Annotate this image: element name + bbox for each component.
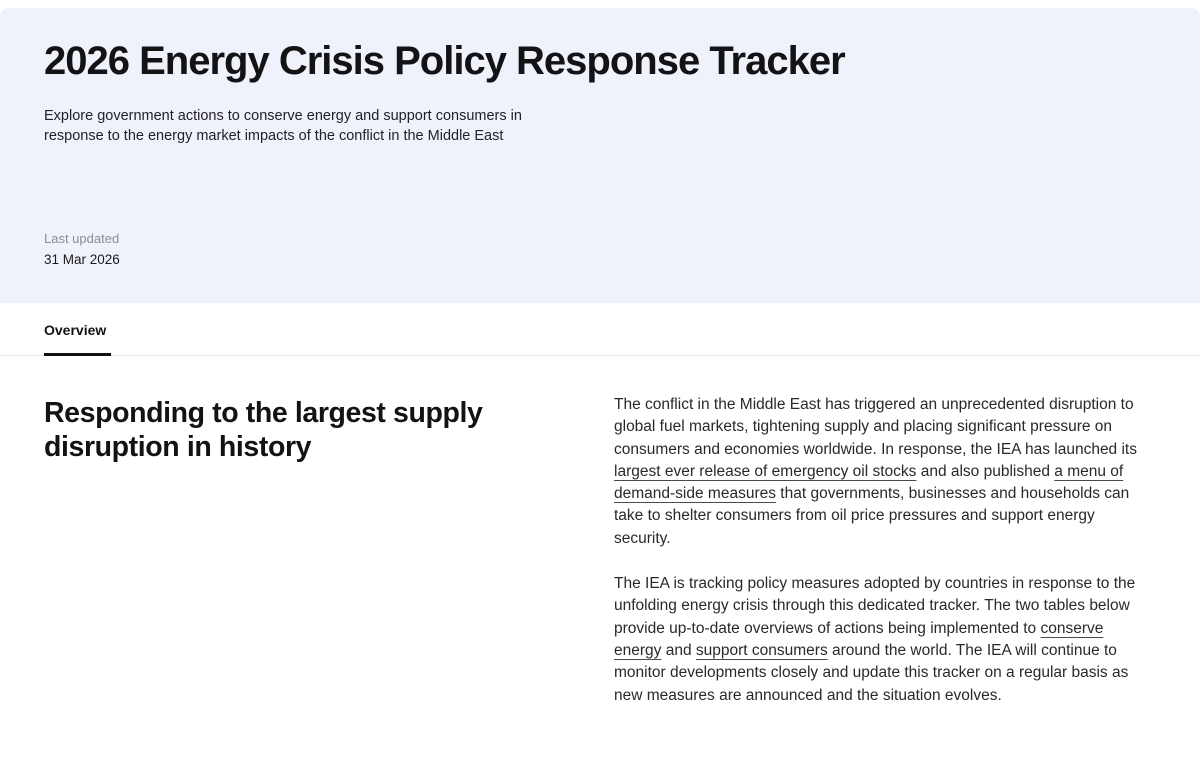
last-updated-date: 31 Mar 2026	[44, 251, 120, 267]
tab-bar	[0, 303, 1200, 356]
text-segment: around the world. The IEA will continue to monitor developments closely and update this tracker on a regular basis as new measures are announced and the situation evolves.	[614, 641, 1129, 704]
inline-link[interactable]: a menu of demand-side measures	[614, 462, 1124, 503]
text-segment: The IEA is tracking policy measures adopted by countries in response to the unfolding energy crisis through this dedicated tracker. The two tables below provide up-to-date overviews of actions being implemented to	[614, 575, 1136, 637]
last-updated-label: Last updated	[44, 231, 120, 246]
paragraph	[614, 394, 1155, 550]
text-segment: and also published	[916, 462, 1055, 480]
tab-overview[interactable]: Overview	[44, 303, 111, 356]
inline-link[interactable]: largest ever release of emergency oil stocks	[614, 462, 917, 480]
section-body	[614, 394, 1155, 707]
last-updated-block	[44, 230, 120, 269]
overview-section	[0, 356, 1200, 707]
hero-banner	[0, 8, 1200, 303]
inline-link[interactable]: support consumers	[695, 641, 828, 659]
inline-link[interactable]: conserve energy	[614, 619, 1104, 659]
paragraph	[614, 573, 1155, 707]
text-segment: and	[661, 641, 696, 659]
section-heading: Responding to the largest supply disruption in history	[44, 397, 483, 464]
page-subtitle: Explore government actions to conserve energy and support consumers in response to the energy market impacts of the conflict in the Middle East	[44, 108, 522, 144]
text-segment: that governments, businesses and households can take to shelter consumers from oil price pressures and support energy security.	[614, 485, 1130, 547]
text-segment: The conflict in the Middle East has triggered an unprecedented disruption to global fuel markets, tightening supply and placing significant pressure on consumers and economies worldwide. In response, the IEA has launched its	[614, 396, 1137, 458]
page-title: 2026 Energy Crisis Policy Response Tracker	[44, 39, 845, 83]
